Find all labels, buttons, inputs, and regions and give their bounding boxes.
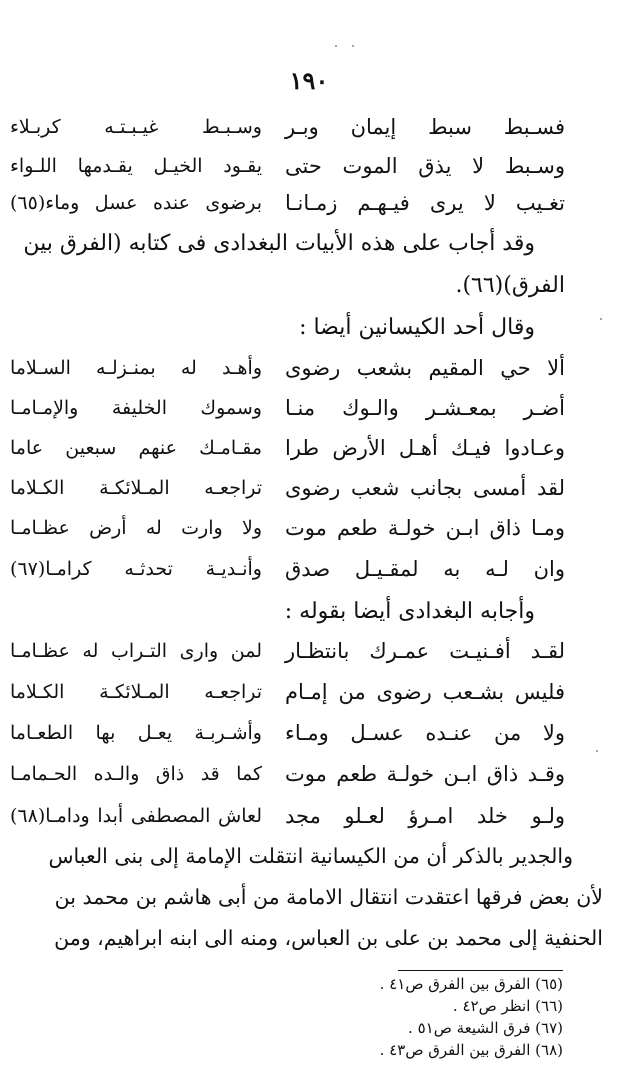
verse-line bbox=[10, 471, 565, 505]
verse-first-hemistich: فسـبط سبط إيمان وبـر bbox=[285, 115, 565, 139]
verse-line bbox=[10, 431, 565, 465]
verse-line bbox=[10, 675, 565, 709]
verse-second-hemistich: وأهـد له بمنـزلـه السـلاما bbox=[10, 357, 262, 379]
verse-line bbox=[10, 110, 565, 144]
verse-first-hemistich: ومـا ذاق ابـن خولـة طعم موت bbox=[285, 516, 565, 540]
verse-first-hemistich: ألا حي المقيم بشعب رضوى bbox=[285, 356, 565, 380]
verse-first-hemistich: تغـيب لا يرى فيـهـم زمـانـا bbox=[285, 191, 565, 215]
verse-line bbox=[10, 716, 565, 750]
verse-line bbox=[10, 552, 565, 586]
verse-first-hemistich: ولـو خلد امـرؤ لعـلو مجد bbox=[285, 804, 565, 828]
verse-line bbox=[10, 149, 565, 183]
verse-first-hemistich: وان لـه به لمقـيـل صدق bbox=[285, 557, 565, 581]
verse-first-hemistich: وسـبط لا يذق الموت حتى bbox=[285, 154, 565, 178]
verse-line bbox=[10, 757, 565, 791]
scan-speck bbox=[596, 750, 598, 752]
verse-second-hemistich: كما قد ذاق والـده الحـمامـا bbox=[10, 763, 262, 785]
verse-first-hemistich: وعـادوا فيـك أهـل الأرض طرا bbox=[285, 436, 565, 460]
verse-second-hemistich: وأنـديـة تحدثـه كرامـا(٦٧) bbox=[10, 558, 262, 580]
verse-second-hemistich: مقـامـك عنهم سبعين عاما bbox=[10, 437, 262, 459]
verse-second-hemistich: وسـبـط غيـبـتـه كربـلاء bbox=[10, 116, 262, 138]
section-intro: وقال أحد الكيسانين أيضا : bbox=[299, 315, 535, 340]
footnote: (٦٦) انظر ص٤٢ . bbox=[452, 997, 563, 1015]
verse-line bbox=[10, 391, 565, 425]
verse-first-hemistich: أضـر بمعـشـر والـوك منـا bbox=[285, 396, 565, 420]
verse-second-hemistich: تراجعـه المـلائكـة الكـلاما bbox=[10, 681, 262, 703]
verse-line bbox=[10, 351, 565, 385]
verse-first-hemistich: فليس بشـعب رضوى من إمـام bbox=[285, 680, 565, 704]
footnote: (٦٨) الفرق بين الفرق ص٤٣ . bbox=[379, 1041, 563, 1059]
body-text-line: الحنفية إلى محمد بن على بن العباس، ومنه الى ابنه ابراهيم، ومن bbox=[54, 926, 603, 950]
scan-speck bbox=[352, 45, 354, 47]
footnote-separator bbox=[398, 970, 563, 971]
verse-first-hemistich: لقـد أفـنيـت عمـرك بانتظـار bbox=[285, 639, 565, 663]
body-text-line: الفرق)(٦٦). bbox=[455, 273, 565, 298]
page-number: ١٩٠ bbox=[289, 66, 329, 95]
body-text-line: والجدير بالذكر أن من الكيسانية انتقلت الإمامة إلى بنى العباس bbox=[48, 844, 573, 868]
verse-second-hemistich: تراجعـه المـلائكـة الكـلاما bbox=[10, 477, 262, 499]
footnote: (٦٥) الفرق بين الفرق ص٤١ . bbox=[379, 975, 563, 993]
footnote: (٦٧) فرق الشيعة ص٥١ . bbox=[408, 1019, 563, 1037]
verse-first-hemistich: لقد أمسى بجانب شعب رضوى bbox=[285, 476, 565, 500]
body-text-line: لأن بعض فرقها اعتقدت انتقال الامامة من أبى هاشم بن محمد بن bbox=[54, 885, 603, 909]
verse-line bbox=[10, 634, 565, 668]
verse-first-hemistich: ولا من عنـده عسـل ومـاء bbox=[285, 721, 565, 745]
scan-speck bbox=[600, 318, 602, 320]
verse-second-hemistich: برضوى عنده عسل وماء(٦٥) bbox=[10, 192, 262, 214]
body-text-line: وقد أجاب على هذه الأبيات البغدادى فى كتابه (الفرق بين bbox=[23, 231, 535, 256]
verse-second-hemistich: وأشـربـة يعـل بها الطعـاما bbox=[10, 722, 262, 744]
scan-speck bbox=[335, 45, 337, 47]
verse-line bbox=[10, 186, 565, 220]
verse-second-hemistich: لمن وارى التـراب له عظـامـا bbox=[10, 640, 262, 662]
verse-second-hemistich: ولا وارت له أرض عظـامـا bbox=[10, 517, 262, 539]
verse-second-hemistich: يقـود الخيـل يقـدمها اللـواء bbox=[10, 155, 262, 177]
verse-second-hemistich: لعاش المصطفى أبدا ودامـا(٦٨) bbox=[10, 805, 262, 827]
verse-first-hemistich: وقـد ذاق ابـن خولـة طعم موت bbox=[285, 762, 565, 786]
verse-line bbox=[10, 511, 565, 545]
verse-second-hemistich: وسموك الخليفة والإمـامـا bbox=[10, 397, 262, 419]
section-intro: وأجابه البغدادى أيضا بقوله : bbox=[284, 599, 535, 624]
verse-line bbox=[10, 799, 565, 833]
